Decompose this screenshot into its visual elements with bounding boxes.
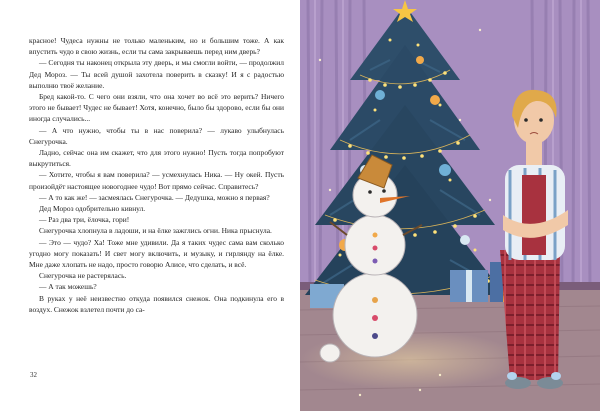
page-number: 32 bbox=[30, 371, 37, 379]
paragraph: — А что нужно, чтобы ты в нас поверила? — лукаво улыбнулась Снегурочка. bbox=[29, 125, 284, 146]
paragraph: — Это — чудо? Ха! Тоже мне удивили. Да я таких чудес сама вам сколько угодно могу показать! И свет могу включить, и музыку, и гирлянду на ёлке. Мне даже хлопать не надо, просто говорю Алисе, что сделать, и всё. bbox=[29, 237, 284, 270]
paragraph: Ладно, сейчас она им скажет, что для этого нужно! Пусть тогда попробуют выкрутиться. bbox=[29, 148, 284, 169]
paragraph: Дед Мороз одобрительно кивнул. bbox=[39, 204, 146, 214]
paragraph: Снегурочка хлопнула в ладоши, и на ёлке зажглись огни. Ника прыснула. bbox=[39, 226, 272, 236]
paragraph: Бред какой-то. С чего они взяли, что она хочет во всё это верить? Ничего этого не бывает! Чудес не бывает! Хотя, конечно, было бы здорово, если бы они иногда случались... bbox=[29, 92, 284, 124]
body-text bbox=[29, 35, 284, 315]
paragraph: — А то как же! — засмеялась Снегурочка. — Дедушка, можно я первая? bbox=[39, 192, 270, 202]
paragraph: — Сегодня ты наконец открыла эту дверь, и мы смогли войти, — продолжил Дед Мороз. — Ты всей душой захотела поверить в сказку! И я с радостью выполню твоё желание. bbox=[29, 58, 284, 90]
paragraph: Снегурочка не растерялась. bbox=[39, 271, 127, 281]
paragraph: — А так можешь? bbox=[39, 282, 97, 292]
paragraph: — Хотите, чтобы я вам поверила? — усмехнулась Ника. — Ну окей. Пусть произойдёт настоящее новогоднее чудо! Вот прямо сейчас. Справитесь? bbox=[29, 170, 284, 191]
paragraph: — Раз два три, ёлочка, гори! bbox=[39, 215, 130, 225]
christmas-illustration bbox=[300, 0, 600, 411]
paragraph: красное! Чудеса нужны не только маленьким, но и большим тоже. А как впустить чудо в свою жизнь, если ты сама закрываешь перед ним дверь? bbox=[29, 36, 284, 57]
right-page bbox=[300, 0, 600, 411]
paragraph: В руках у неё неизвестно откуда появился снежок. Она подкинула его в воздух. Снежок взлетел почти до са- bbox=[29, 293, 284, 314]
